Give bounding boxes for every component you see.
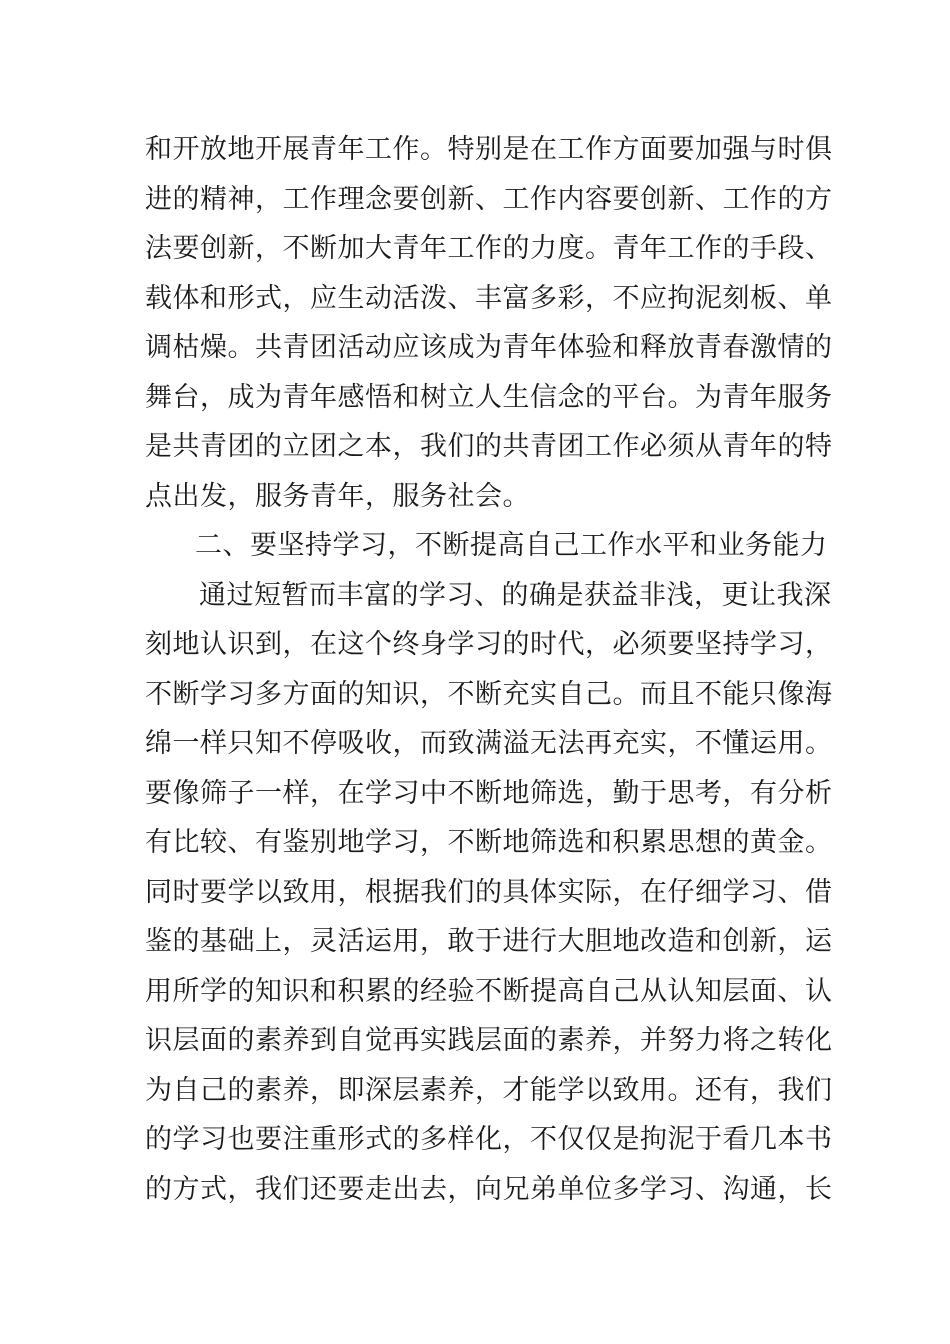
body-text-line: 的学习也要注重形式的多样化，不仅仅是拘泥于看几本书 [145, 1124, 833, 1155]
body-text-line: 同时要学以致用，根据我们的具体实际，在仔细学习、借 [145, 877, 833, 908]
body-text-line: 识层面的素养到自觉再实践层面的素养，并努力将之转化 [145, 1025, 833, 1056]
paragraph-first-line: 通过短暂而丰富的学习、的确是获益非浅，更让我深 [199, 580, 832, 611]
body-text-line: 法要创新，不断加大青年工作的力度。青年工作的手段、 [145, 233, 833, 264]
body-text-line: 的方式，我们还要走出去，向兄弟单位多学习、沟通，长 [145, 1174, 833, 1205]
body-text-line: 调枯燥。共青团活动应该成为青年体验和释放青春激情的 [145, 332, 833, 363]
body-text-line: 刻地认识到，在这个终身学习的时代，必须要坚持学习， [145, 629, 833, 660]
body-text-line: 舞台，成为青年感悟和树立人生信念的平台。为青年服务 [145, 382, 833, 413]
body-text-line: 点出发，服务青年，服务社会。 [145, 481, 530, 512]
body-text-line: 是共青团的立团之本，我们的共青团工作必须从青年的特 [145, 431, 833, 462]
body-text-line: 和开放地开展青年工作。特别是在工作方面要加强与时俱 [145, 134, 833, 165]
body-text-line: 不断学习多方面的知识，不断充实自己。而且不能只像海 [145, 679, 833, 710]
body-text-line: 用所学的知识和积累的经验不断提高自己从认知层面、认 [145, 976, 833, 1007]
body-text-line: 鉴的基础上，灵活运用，敢于进行大胆地改造和创新，运 [145, 926, 833, 957]
body-text-line: 要像筛子一样，在学习中不断地筛选，勤于思考，有分析 [145, 778, 833, 809]
body-text-line: 有比较、有鉴别地学习，不断地筛选和积累思想的黄金。 [145, 827, 833, 858]
body-text-line: 绵一样只知不停吸收，而致满溢无法再充实，不懂运用。 [145, 728, 833, 759]
body-text-line: 载体和形式，应生动活泼、丰富多彩，不应拘泥刻板、单 [145, 283, 833, 314]
body-text-line: 进的精神，工作理念要创新、工作内容要创新、工作的方 [145, 184, 833, 215]
body-text-line: 为自己的素养，即深层素养，才能学以致用。还有，我们 [145, 1075, 833, 1106]
section-heading: 二、要坚持学习，不断提高自己工作水平和业务能力 [195, 530, 828, 561]
